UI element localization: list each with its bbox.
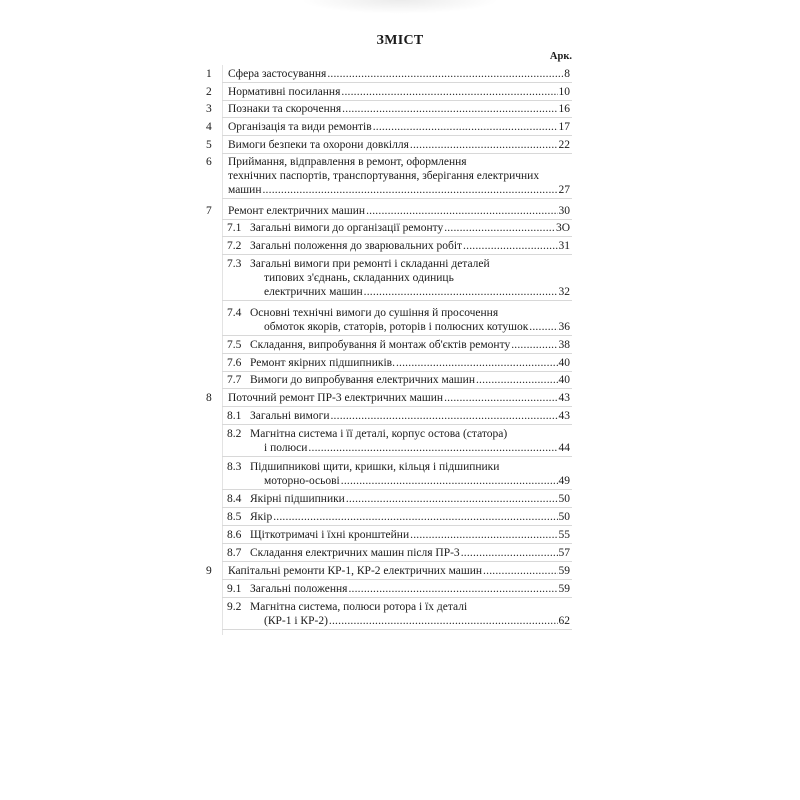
toc-entry-number: 7.6 xyxy=(227,357,242,369)
dot-leader xyxy=(341,85,557,99)
toc-entry-number: 9.1 xyxy=(227,583,242,595)
toc-entry-title: технічних паспортів, транспортування, зберігання електричних xyxy=(228,170,540,182)
dot-leader xyxy=(396,356,558,370)
toc-entry-number: 1 xyxy=(206,68,212,80)
toc-entry-title: Щіткотримачі і їхні кронштейни xyxy=(250,529,410,541)
toc-entry-number: 8.1 xyxy=(227,410,242,422)
row-separator xyxy=(222,388,572,389)
dot-leader xyxy=(330,409,557,423)
row-separator xyxy=(222,561,572,562)
toc-entry-number: 7.4 xyxy=(227,307,242,319)
row-separator xyxy=(222,597,572,598)
toc-entry-page: 55 xyxy=(558,529,570,541)
row-separator xyxy=(222,135,572,136)
toc-entry-page: 8 xyxy=(564,68,570,80)
dot-leader xyxy=(346,492,558,506)
toc-entry-page: 50 xyxy=(558,511,570,523)
toc-entry-number: 5 xyxy=(206,139,212,151)
row-separator xyxy=(222,406,572,407)
toc-entry-number: 8.4 xyxy=(227,493,242,505)
toc-entry-title: Ремонт якірних підшипників. xyxy=(250,357,395,369)
toc-entry-page: 22 xyxy=(558,139,570,151)
toc-entry-page: 40 xyxy=(558,357,570,369)
toc-entry-title: Якір xyxy=(250,511,273,523)
dot-leader xyxy=(348,582,557,596)
toc-entry-title: моторно-осьові xyxy=(264,475,340,487)
toc-entry-title: Магнітна система і її деталі, корпус остова (статора) xyxy=(250,428,508,440)
toc-entry-number: 9.2 xyxy=(227,601,242,613)
row-separator xyxy=(222,507,572,508)
row-separator xyxy=(222,100,572,101)
row-separator xyxy=(222,335,572,336)
dot-leader xyxy=(364,285,558,299)
toc-entry-page: 31 xyxy=(558,240,570,252)
row-separator xyxy=(222,489,572,490)
toc-entry-title: машин xyxy=(228,184,262,196)
toc-entry-number: 8.2 xyxy=(227,428,242,440)
toc-entry-number: 7.3 xyxy=(227,258,242,270)
toc-entry-title: Магнітна система, полюси ротора і їх деталі xyxy=(250,601,468,613)
toc-entry-page: 59 xyxy=(558,565,570,577)
toc-entry-title: Капітальні ремонти КР-1, КР-2 електричних машин xyxy=(228,565,483,577)
toc-entry-number: 8.3 xyxy=(227,461,242,473)
toc-entry-page: 16 xyxy=(558,103,570,115)
toc-entry-page: 57 xyxy=(558,547,570,559)
toc-entry-title: Загальні положення до зварювальних робіт xyxy=(250,240,463,252)
toc-entry-page: 3О xyxy=(555,222,570,234)
toc-entry-number: 7.1 xyxy=(227,222,242,234)
row-separator xyxy=(222,82,572,83)
row-separator xyxy=(222,371,572,372)
dot-leader xyxy=(308,441,557,455)
toc-entry-number: 4 xyxy=(206,121,212,133)
toc-entry-title: Вимоги безпеки та охорони довкілля xyxy=(228,139,409,151)
toc-entry-title: Поточний ремонт ПР-3 електричних машин xyxy=(228,392,444,404)
toc-entry-page: 27 xyxy=(558,184,570,196)
toc-entry-title: Загальні положення xyxy=(250,583,348,595)
toc-entry-page: 44 xyxy=(558,442,570,454)
toc-entry-title: електричних машин xyxy=(264,286,363,298)
row-separator xyxy=(222,456,572,457)
dot-leader xyxy=(329,614,558,628)
row-separator xyxy=(222,525,572,526)
toc-entry-number: 8.7 xyxy=(227,547,242,559)
toc-entry-title: (КР-1 і КР-2) xyxy=(264,615,328,627)
dot-leader xyxy=(273,510,557,524)
page-column-header: Арк. xyxy=(549,51,572,62)
toc-entry-number: 3 xyxy=(206,103,212,115)
dot-leader xyxy=(483,564,557,578)
toc-entry-title: Основні технічні вимоги до сушіння й просочення xyxy=(250,307,499,319)
toc-entry-number: 7.7 xyxy=(227,374,242,386)
toc-entry-title: Підшипникові щити, кришки, кільця і підшипники xyxy=(250,461,500,473)
row-separator xyxy=(222,153,572,154)
toc-entry-page: 50 xyxy=(558,493,570,505)
dot-leader xyxy=(444,221,555,235)
toc-entry-title: Ремонт електричних машин xyxy=(228,205,366,217)
toc-entry-title: Загальні вимоги до організації ремонту xyxy=(250,222,444,234)
row-separator xyxy=(222,543,572,544)
dot-leader xyxy=(373,120,558,134)
dot-leader xyxy=(529,320,557,334)
toc-entry-title: Познаки та скорочення xyxy=(228,103,342,115)
page-title: ЗМІСТ xyxy=(376,33,424,48)
dot-leader xyxy=(511,338,557,352)
toc-entry-title: Нормативні посилання xyxy=(228,86,341,98)
toc-entry-page: 17 xyxy=(558,121,570,133)
row-separator xyxy=(222,117,572,118)
toc-entry-page: 62 xyxy=(558,615,570,627)
toc-entry-title: Загальні вимоги xyxy=(250,410,330,422)
dot-leader xyxy=(476,373,558,387)
toc-entry-number: 6 xyxy=(206,156,212,168)
dot-leader xyxy=(410,138,558,152)
toc-entry-number: 9 xyxy=(206,565,212,577)
toc-entry-page: 36 xyxy=(558,321,570,333)
toc-entry-title: Організація та види ремонтів xyxy=(228,121,372,133)
toc-entry-number: 7.5 xyxy=(227,339,242,351)
toc-entry-title: Загальні вимоги при ремонті і складанні деталей xyxy=(250,258,490,270)
toc-entry-page: 43 xyxy=(558,410,570,422)
toc-entry-page: 49 xyxy=(558,475,570,487)
dot-leader xyxy=(444,391,557,405)
toc-entry-title: Приймання, відправлення в ремонт, оформлення xyxy=(228,156,467,168)
toc-entry-page: 32 xyxy=(558,286,570,298)
toc-entry-number: 2 xyxy=(206,86,212,98)
toc-entry-page: 10 xyxy=(558,86,570,98)
row-separator xyxy=(222,198,572,199)
dot-leader xyxy=(342,102,557,116)
row-separator xyxy=(222,353,572,354)
toc-entry-number: 7.2 xyxy=(227,240,242,252)
toc-entry-number: 8.5 xyxy=(227,511,242,523)
dot-leader xyxy=(327,67,563,81)
toc-entry-title: типових з'єднань, складанних одиниць xyxy=(264,272,454,284)
toc-entry-title: Вимоги до випробування електричних машин xyxy=(250,374,475,386)
toc-entry-number: 7 xyxy=(206,205,212,217)
dot-leader xyxy=(461,546,558,560)
toc-entry-title: Якірні підшипники xyxy=(250,493,345,505)
row-separator xyxy=(222,579,572,580)
toc-entry-page: 43 xyxy=(558,392,570,404)
toc-entry-page: 38 xyxy=(558,339,570,351)
toc-entry-title: Складання, випробування й монтаж об'єктів ремонту xyxy=(250,339,511,351)
toc-entry-page: 30 xyxy=(558,205,570,217)
dot-leader xyxy=(463,239,557,253)
toc-entry-page: 59 xyxy=(558,583,570,595)
row-separator xyxy=(222,629,572,630)
dot-leader xyxy=(366,204,557,218)
row-separator xyxy=(222,236,572,237)
toc-entry-page: 40 xyxy=(558,374,570,386)
row-separator xyxy=(222,219,572,220)
toc-entry-title: і полюси xyxy=(264,442,308,454)
toc-entry-number: 8.6 xyxy=(227,529,242,541)
dot-leader xyxy=(262,183,557,197)
dot-leader xyxy=(410,528,557,542)
toc-entry-title: Складання електричних машин після ПР-3 xyxy=(250,547,460,559)
row-separator xyxy=(222,424,572,425)
dot-leader xyxy=(341,474,558,488)
toc-entry-number: 8 xyxy=(206,392,212,404)
row-separator xyxy=(222,254,572,255)
toc-entry-title: Сфера застосування xyxy=(228,68,327,80)
toc-entry-title: обмоток якорів, статорів, роторів і полюсних котушок xyxy=(264,321,529,333)
row-separator xyxy=(222,300,572,301)
